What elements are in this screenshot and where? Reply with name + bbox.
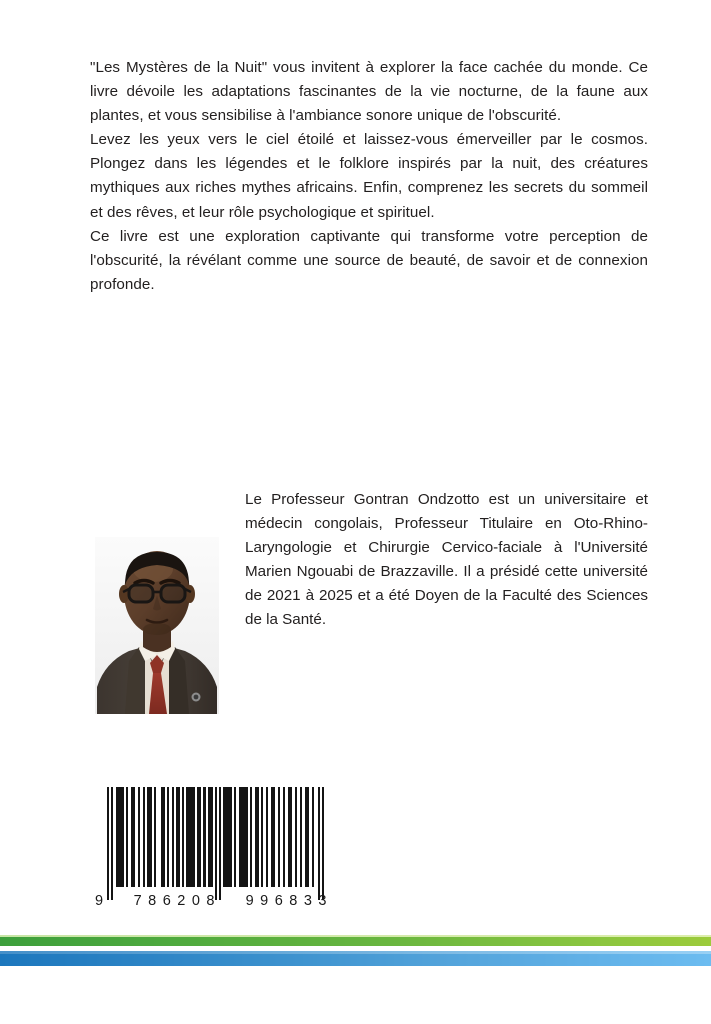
blurb-paragraph-2: Levez les yeux vers le ciel étoilé et laissez-vous émerveiller par le cosmos. Plongez dans les légendes et le folklore inspirés par la nuit, des créatures mythiques aux riches mythes africains. Enfin, comprenez les secrets du sommeil et des rêves, et leur rôle psychologique et spirituel. [90,131,648,221]
author-bio-text: Le Professeur Gontran Ondzotto est un universitaire et médecin congolais, Professeur Titulaire en Oto-Rhino-Laryngologie et Chirurgie Cervico-faciale à l'Université Marien Ngouabi de Brazzaville. Il a présidé cette université de 2021 à 2025 et a été Doyen de la Faculté des Sciences de la Santé. [245,491,648,629]
barcode-digits [95,893,335,909]
barcode-lead-digit: 9 [95,893,104,909]
blurb-paragraph-1: "Les Mystères de la Nuit" vous invitent à explorer la face cachée du monde. Ce livre dévoile les adaptations fascinantes de la vie nocturne, de la faune aux plantes, et vous sensibilise à l'ambiance sonore unique de l'obscurité. [90,59,648,125]
author-biography [245,488,648,633]
book-blurb [90,56,648,297]
barcode-right-group: 996833 [245,893,333,909]
barcode-left-group: 786208 [133,893,221,909]
isbn-barcode [95,787,335,923]
blurb-paragraph-3: Ce livre est une exploration captivante qui transforme votre perception de l'obscurité, la révélant comme une source de beauté, de savoir et de connexion profonde. [90,227,648,293]
barcode-bars [95,787,335,900]
footer-blue-bar [0,951,711,966]
author-portrait-photo [95,537,219,714]
footer-green-bar [0,937,711,946]
